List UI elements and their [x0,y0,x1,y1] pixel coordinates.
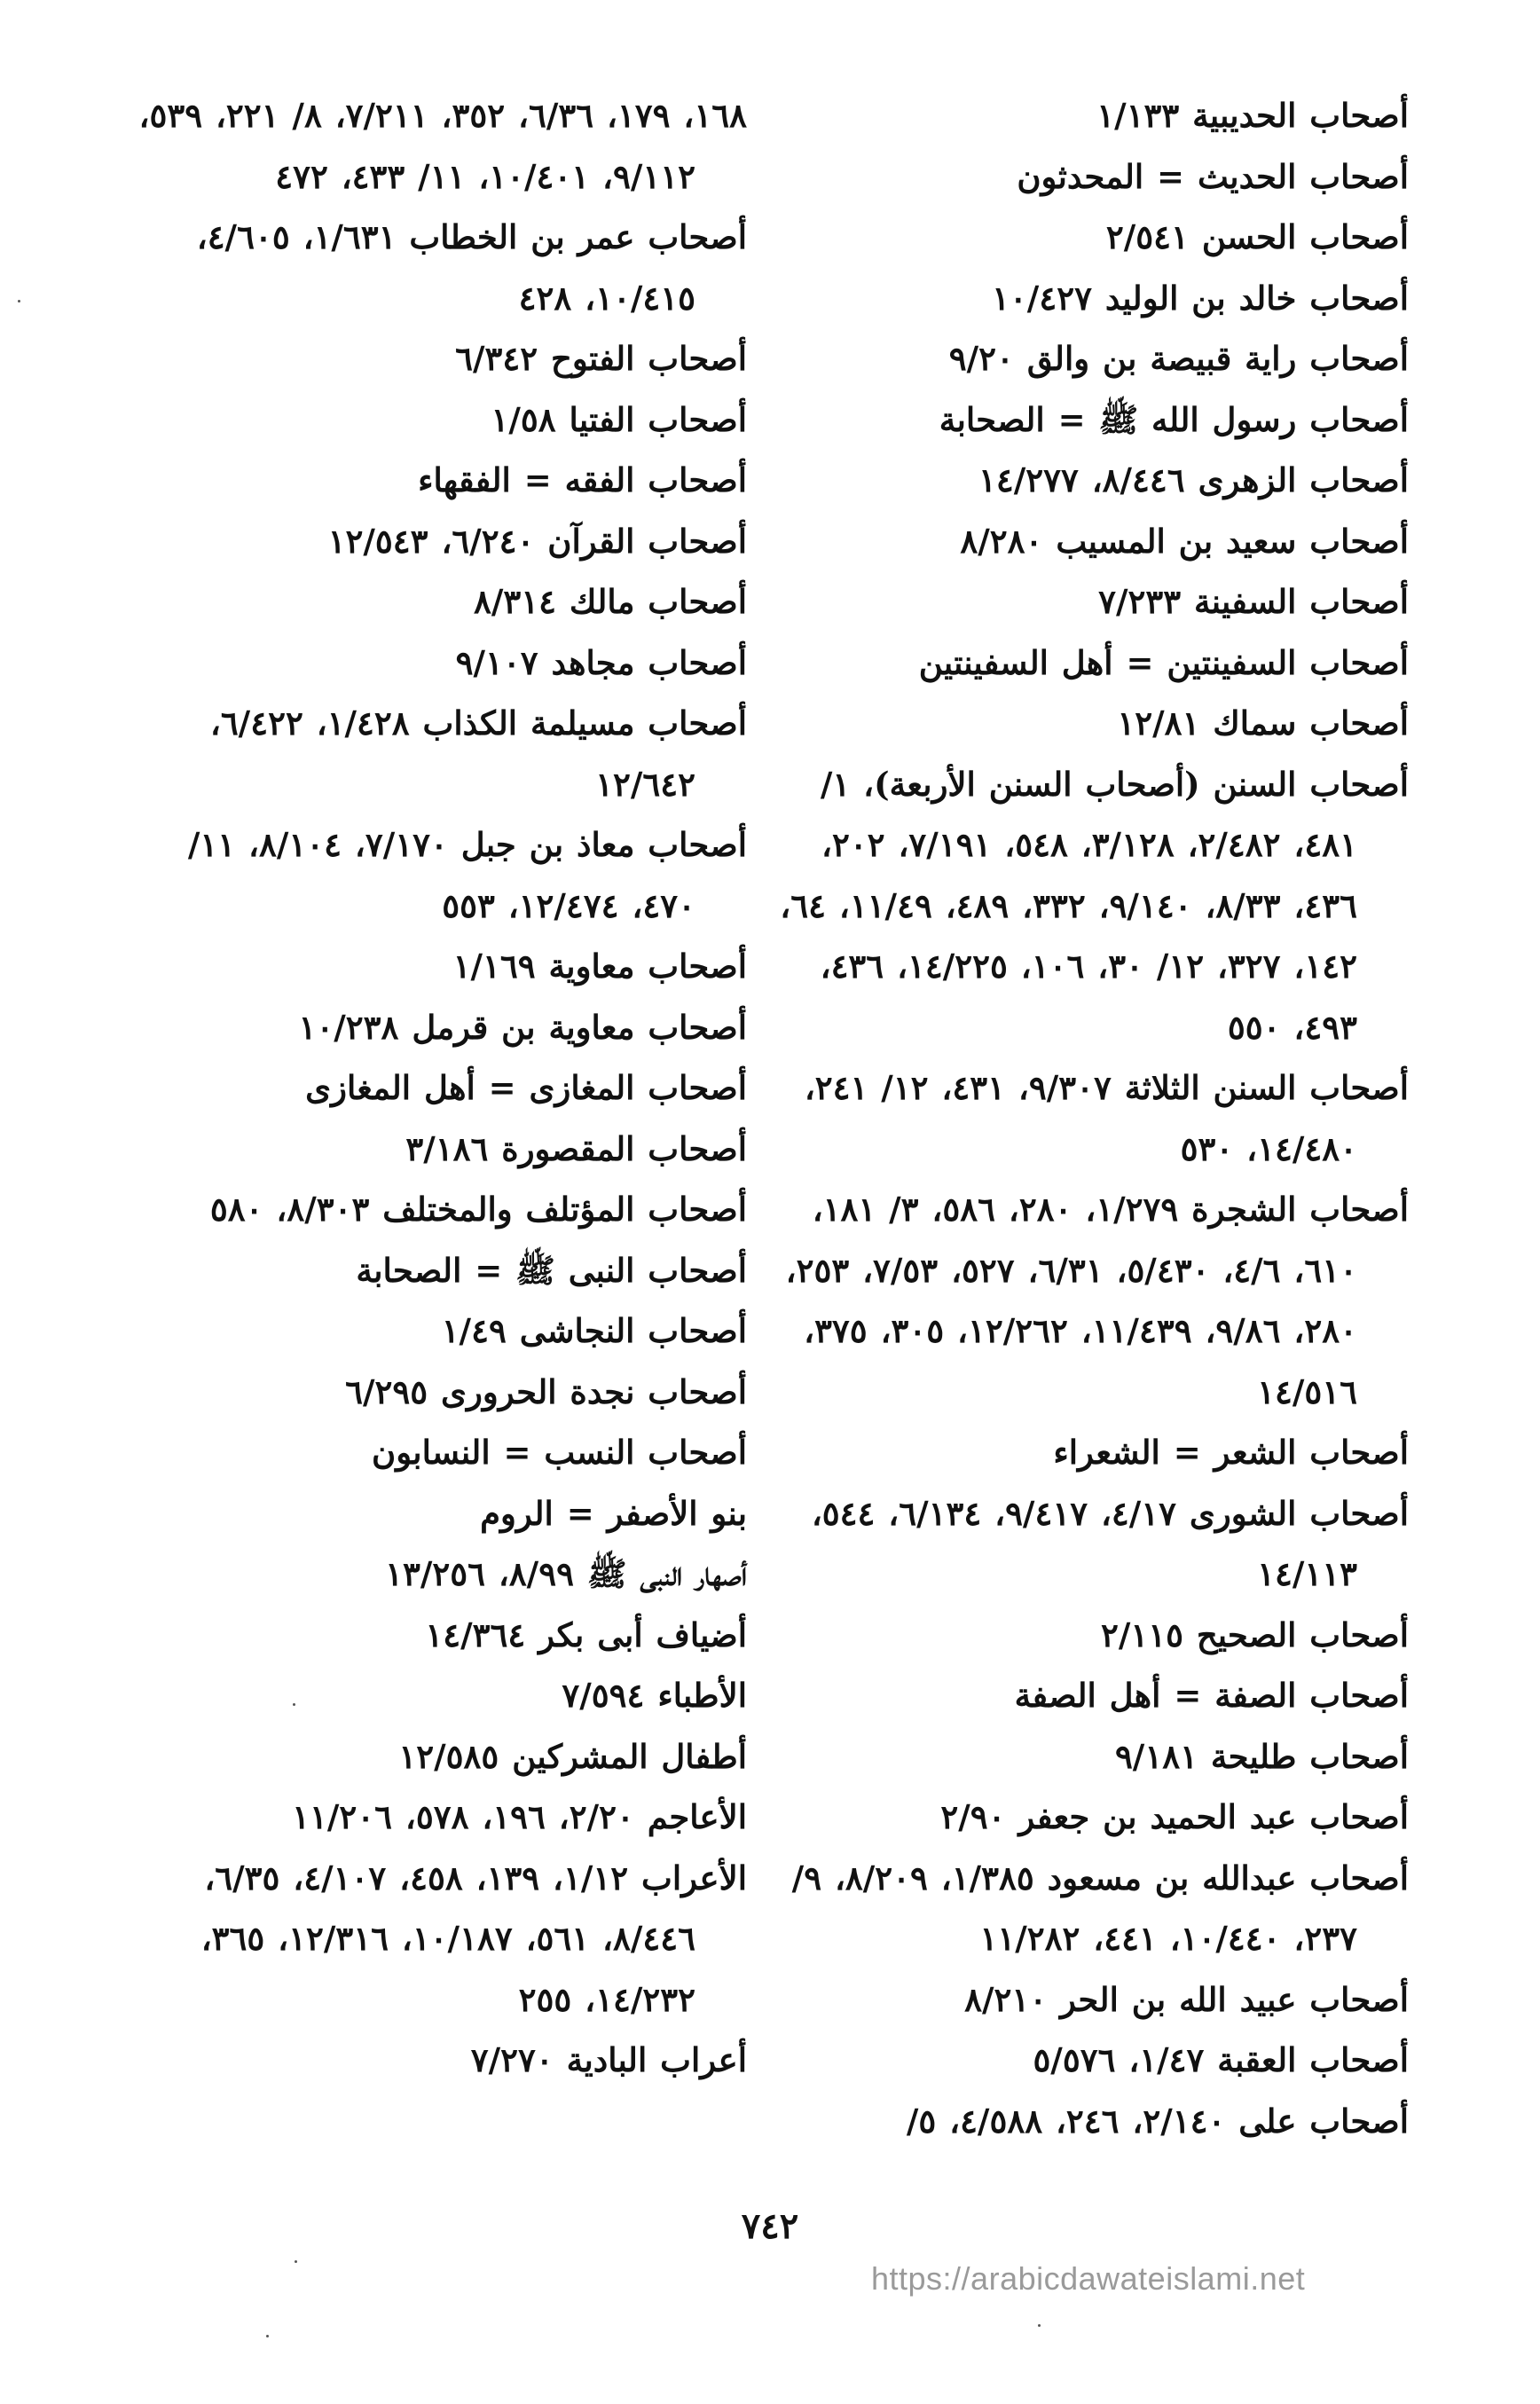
scan-speck [293,1703,295,1706]
index-column-left [135,85,747,2091]
scan-speck [18,300,20,302]
index-entry: أصحاب الحسن ٢/٥٤١ [1105,217,1409,256]
index-column-right [777,85,1409,2151]
index-entry: بنو الأصفر = الروم [480,1493,747,1533]
index-entry: أصحاب عبدالله بن مسعود ١/٣٨٥، ٨/٢٠٩، ٩/ ٢٣٧، ١٠/٤٤٠، ٤٤١، ١١/٢٨٢ [791,1858,1409,1958]
index-entry: أصحاب معاذ بن جبل ٧/١٧٠، ٨/١٠٤، ١١/ ٤٧٠، ١٢/٤٧٤، ٥٥٣ [187,825,747,925]
index-entry: أصحاب الصفة = أهل الصفة [1014,1676,1409,1715]
index-entry: أصحاب رسول الله ﷺ = الصحابة [939,399,1409,439]
index-entry: أصحاب على ٢/١٤٠، ٢٤٦، ٤/٥٨٨، ٥/ [906,2101,1409,2141]
index-entry: أصحاب الزهرى ٨/٤٤٦، ١٤/٢٧٧ [978,460,1409,499]
index-entry: أضياف أبى بكر ١٤/٣٦٤ [425,1614,747,1654]
index-entry: أصحاب الشورى ٤/١٧، ٩/٤١٧، ٦/١٣٤، ٥٤٤، ١٤/١١٣ [811,1493,1409,1593]
index-entry: أصحاب الفتوح ٦/٣٤٢ [455,339,747,378]
index-entry: أصحاب المقصورة ٣/١٨٦ [405,1128,747,1168]
index-entry: أصحاب النسب = النسابون [372,1433,747,1472]
index-entry: أصحاب المؤتلف والمختلف ٨/٣٠٣، ٥٨٠ [209,1190,747,1229]
index-entry: أصحاب راية قبيصة بن والق ٩/٢٠ [948,339,1409,378]
index-entry: أصحاب الشعر = الشعراء [1053,1433,1409,1472]
index-entry: أصحاب مالك ٨/٣١٤ [473,582,747,621]
index-entry-continuation: ١٦٨، ١٧٩، ٦/٣٦، ٣٥٢، ٧/٢١١، ٨/ ٢٢١، ٥٣٩، ٩/١١٢، ١٠/٤٠١، ١١/ ٤٣٣، ٤٧٢ [138,96,747,196]
index-entry: أصحاب السنن (أصحاب السنن الأربعة)، ١/ ٤٨١، ٢/٤٨٢، ٣/١٢٨، ٥٤٨، ٧/١٩١، ٢٠٢، ٤٣٦، ٨/٣٣، ٩/١٤٠، ٣٣٢، ٤٨٩، ١١/٤٩، ٦٤، ١٤٢، ٣٢٧، ١٢/ ٣٠، ١٠٦، ١٤/٢٢٥، ٤٣٦، ٤٩٣، ٥٥٠ [780,764,1409,1047]
index-entry: أصحاب القرآن ٦/٢٤٠، ١٢/٥٤٣ [327,521,747,561]
page-number: ٧٤٢ [741,2205,799,2247]
index-entry: أصحاب سعيد بن المسيب ٨/٢٨٠ [960,521,1409,561]
index-entry: أصهار النبى ﷺ ٨/٩٩، ١٣/٢٥٦ [385,1554,747,1593]
index-entry: أصحاب النبى ﷺ = الصحابة [356,1250,747,1290]
index-entry: أصحاب طليحة ٩/١٨١ [1114,1736,1409,1776]
index-entry: أصحاب نجدة الحرورى ٦/٢٩٥ [345,1371,747,1411]
index-entry: أصحاب معاوية بن قرمل ١٠/٢٣٨ [298,1007,747,1047]
index-entry: أصحاب سماك ١٢/٨١ [1117,703,1409,742]
index-entry: أصحاب خالد بن الوليد ١٠/٤٢٧ [992,278,1409,318]
scan-speck [266,2335,269,2337]
index-entry: أصحاب السفينة ٧/٢٣٣ [1098,582,1409,621]
index-entry: أطفال المشركين ١٢/٥٨٥ [398,1736,747,1776]
scan-speck [1038,2324,1041,2327]
index-entry: أصحاب الفقه = الفقهاء [418,460,747,499]
index-entry: أصحاب الفتيا ١/٥٨ [491,399,747,439]
index-entry: أصحاب الصحيح ٢/١١٥ [1100,1614,1409,1654]
index-entry: أصحاب النجاشى ١/٤٩ [441,1311,747,1350]
scan-speck [295,2260,297,2263]
index-entry: أصحاب عبيد الله بن الحر ٨/٢١٠ [964,1979,1409,2019]
index-entry: أعراب البادية ٧/٢٧٠ [470,2040,747,2079]
index-entry: أصحاب الحديث = المحدثون [1017,156,1409,196]
index-entry: أصحاب عبد الحميد بن جعفر ٢/٩٠ [940,1797,1409,1836]
index-entry: أصحاب السنن الثلاثة ٩/٣٠٧، ٤٣١، ١٢/ ٢٤١، ١٤/٤٨٠، ٥٣٠ [804,1068,1409,1168]
index-entry: الأعاجم ٢/٢٠، ١٩٦، ٥٧٨، ١١/٢٠٦ [292,1797,747,1836]
index-entry: أصحاب العقبة ١/٤٧، ٥/٥٧٦ [1033,2040,1409,2079]
index-entry: أصحاب عمر بن الخطاب ١/٦٣١، ٤/٦٠٥، ١٠/٤١٥، ٤٢٨ [196,217,747,318]
index-entry: أصحاب مجاهد ٩/١٠٧ [455,642,747,682]
index-entry: أصحاب المغازى = أهل المغازى [305,1068,747,1107]
watermark-url: https://arabicdawateislami.net [871,2260,1306,2297]
index-entry: أصحاب معاوية ١/١٦٩ [452,947,747,986]
index-entry: أصحاب الحديبية ١/١٣٣ [1096,96,1409,135]
index-entry: أصحاب مسيلمة الكذاب ١/٤٢٨، ٦/٤٢٢، ١٢/٦٤٢ [209,703,747,804]
index-entry: الأطباء ٧/٥٩٤ [562,1676,747,1715]
index-entry: أصحاب السفينتين = أهل السفينتين [918,642,1409,682]
index-entry: أصحاب الشجرة ١/٢٧٩، ٢٨٠، ٥٨٦، ٣/ ١٨١، ٦١٠، ٤/٦، ٥/٤٣٠، ٦/٣١، ٥٢٧، ٧/٥٣، ٢٥٣، ٢٨٠، ٩/٨٦، ١١/٤٣٩، ١٢/٢٦٢، ٣٠٥، ٣٧٥، ١٤/٥١٦ [785,1190,1409,1411]
index-entry: الأعراب ١/١٢، ١٣٩، ٤٥٨، ٤/١٠٧، ٦/٣٥، ٨/٤٤٦، ٥٦١، ١٠/١٨٧، ١٢/٣١٦، ٣٦٥، ١٤/٢٣٢، ٢٥٥ [200,1858,747,2019]
